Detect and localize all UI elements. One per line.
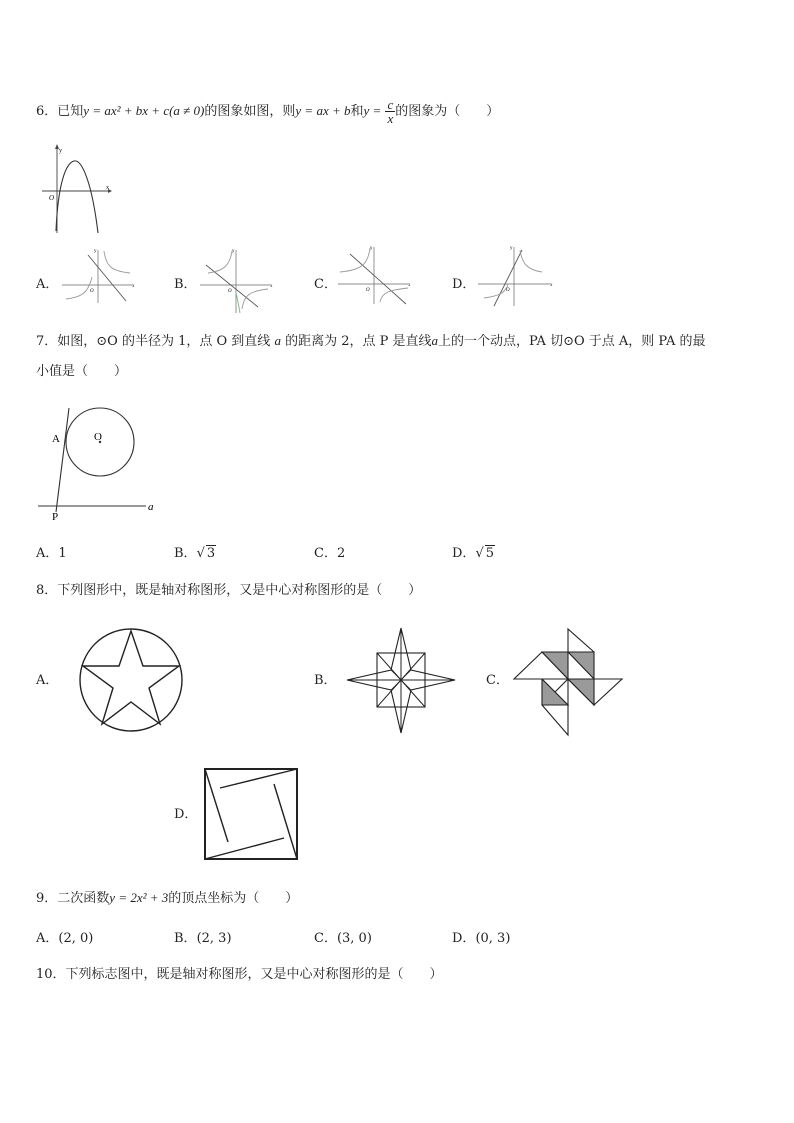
q7-line1-c: 上的一个动点，PA 切⊙O 于点 A，则 PA 的最 (438, 334, 706, 349)
q7-var-a: a (274, 333, 281, 348)
q9-option-c-label: C． (314, 931, 337, 946)
q6-option-a-label[interactable]: A． (36, 277, 59, 292)
q6-eq-hyperbola-lhs: y = (363, 103, 382, 118)
q7-stem-line2: 小值是（ ） (36, 364, 128, 379)
q6-graph-origin-label: O (49, 194, 55, 202)
q8-option-b-label[interactable]: B． (314, 673, 337, 688)
q7-option-c-value: 2 (336, 546, 346, 561)
svg-text:y: y (510, 246, 513, 251)
q7-label-o: O (94, 431, 102, 443)
q7-option-a[interactable] (36, 545, 67, 563)
sqrt-icon: √ (475, 546, 484, 561)
q6-eq-line: y = ax + b (295, 103, 351, 118)
q7-label-a: A (52, 433, 60, 445)
q6-mid: 的图象如图，则 (204, 104, 296, 119)
q9-option-b-label: B． (174, 931, 197, 946)
q6-eq-hyperbola-fraction (385, 98, 395, 125)
q9-option-d-label: D． (452, 931, 476, 946)
q7-option-b-value: 3 (206, 546, 216, 561)
q6-number: 6． (36, 104, 58, 119)
q9-option-d-value: (0, 3) (475, 931, 511, 946)
q7-option-d[interactable] (452, 545, 495, 563)
q7-number: 7． (36, 334, 58, 349)
q7-option-d-value: 5 (485, 546, 495, 561)
q9-option-c-value: (3, 0) (336, 931, 372, 946)
q8-option-c-pinwheel[interactable] (512, 627, 626, 737)
svg-text:x: x (270, 284, 273, 289)
q7-stem-line1 (36, 332, 705, 351)
q8-option-a-star-in-circle[interactable] (76, 627, 186, 735)
svg-text:x: x (550, 283, 553, 288)
q6-d-origin: O (506, 288, 510, 293)
q6-stem (36, 98, 499, 125)
q9-option-b-value: (2, 3) (196, 931, 232, 946)
q7-line1-b: 的距离为 2，点 P 是直线 (285, 334, 432, 349)
q7-label-line-a: a (148, 501, 154, 513)
q9-stem (36, 889, 298, 908)
svg-text:x: x (408, 283, 411, 288)
q6-suffix: 的图象为（ ） (395, 104, 500, 119)
q7-option-c-label: C． (314, 546, 337, 561)
q6-option-b-graph[interactable] (198, 247, 278, 315)
svg-text:y: y (370, 246, 373, 251)
q9-prefix: 二次函数 (57, 891, 110, 906)
svg-text:y: y (232, 249, 235, 254)
q9-suffix: 的顶点坐标为（ ） (168, 891, 299, 906)
q6-option-b-label[interactable]: B． (174, 277, 197, 292)
svg-text:x: x (132, 284, 135, 289)
q6-a-origin: O (90, 289, 94, 294)
q7-option-a-value: 1 (58, 546, 67, 561)
q8-option-d-label[interactable]: D． (174, 807, 198, 822)
q9-option-c[interactable] (314, 930, 372, 948)
sqrt-icon: √ (196, 546, 205, 561)
q6-frac-num: c (387, 97, 394, 112)
q8-option-b-compass-star[interactable] (344, 627, 458, 735)
q6-and: 和 (350, 104, 364, 119)
q6-prefix: 已知 (57, 104, 84, 119)
q6-option-c-graph[interactable] (336, 244, 416, 306)
q9-option-d[interactable] (452, 930, 510, 948)
q6-option-d-graph[interactable] (476, 244, 556, 308)
q6-graph-x-label: x (106, 185, 109, 191)
q7-option-d-label: D． (452, 546, 476, 561)
q6-option-c-label[interactable]: C． (314, 277, 337, 292)
q9-option-a-label: A． (36, 931, 59, 946)
q9-option-b[interactable] (174, 930, 232, 948)
q7-option-a-label: A． (36, 546, 59, 561)
q9-option-a[interactable] (36, 930, 93, 948)
q7-option-c[interactable] (314, 545, 345, 563)
q10-stem: 10．下列标志图中，既是轴对称图形，又是中心对称图形的是（ ） (36, 967, 443, 982)
svg-text:y: y (94, 249, 97, 254)
q9-option-a-value: (2, 0) (58, 931, 94, 946)
q6-eq-parabola: y = ax² + bx + c(a ≠ 0) (83, 103, 205, 118)
q7-option-b-label: B． (174, 546, 197, 561)
q8-option-a-label[interactable]: A． (36, 673, 59, 688)
q6-frac-den: x (387, 111, 394, 126)
q9-number: 9． (36, 891, 58, 906)
q7-option-b[interactable] (174, 545, 216, 563)
q8-option-c-label[interactable]: C． (486, 673, 509, 688)
q6-c-origin: O (366, 288, 370, 293)
q6-option-d-label[interactable]: D． (452, 277, 476, 292)
q7-var-a-2: a (431, 333, 438, 348)
q6-parabola-graph (38, 143, 118, 235)
q8-stem: 8．下列图形中，既是轴对称图形，又是中心对称图形的是（ ） (36, 583, 422, 598)
q7-figure (36, 402, 166, 524)
q6-option-a-graph[interactable] (60, 247, 140, 305)
q6-graph-y-label: y (59, 148, 62, 154)
q7-label-p: P (52, 511, 59, 523)
q7-line1-a: 如图，⊙O 的半径为 1，点 O 到直线 (57, 334, 271, 349)
q6-b-origin: O (228, 289, 232, 294)
q9-eq: y = 2x² + 3 (109, 890, 169, 905)
q8-option-d-square[interactable] (202, 766, 300, 862)
